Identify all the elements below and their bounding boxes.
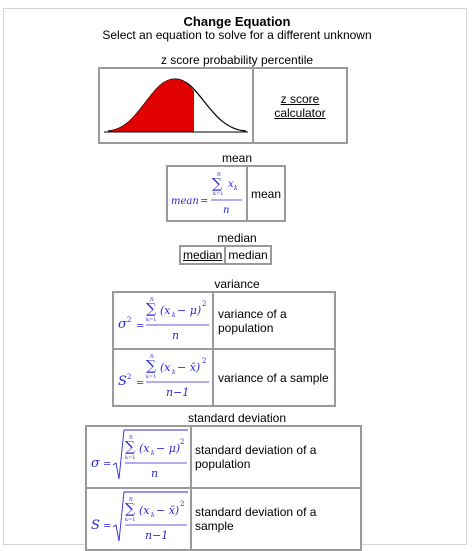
sum-lower: k=1 (146, 374, 157, 380)
variance-population-formula (114, 293, 212, 345)
sum-upper: n (217, 171, 221, 178)
sum-lower: k=1 (213, 191, 224, 197)
zscore-calculator-link[interactable]: z score calculator (274, 91, 326, 120)
page-subtitle: Select an equation to solve for a different unknown (102, 28, 372, 42)
mean-table (166, 165, 286, 222)
stddev-population-formula (87, 427, 190, 484)
stddev-sample-formula (87, 489, 190, 546)
mean-formula-cell[interactable] (167, 166, 247, 221)
median-link-cell[interactable] (180, 246, 225, 264)
variance-row (113, 292, 335, 349)
term-sub: k (172, 369, 176, 376)
sum-lower: k=1 (125, 455, 136, 461)
denominator: n−1 (166, 386, 190, 399)
stddev-population-description: standard deviation of a population (195, 443, 317, 471)
zscore-link-cell[interactable] (253, 68, 347, 143)
term-sub: k (172, 312, 176, 319)
stddev-description-cell[interactable] (191, 426, 361, 488)
denominator: n (172, 329, 180, 342)
page-title: Change Equation (183, 14, 291, 29)
normal-curve-graph (100, 69, 252, 139)
sum-upper: n (129, 434, 133, 441)
term-square: 2 (180, 438, 185, 446)
term-sub: k (151, 512, 155, 519)
zscore-table (98, 67, 348, 144)
variance-formula-cell[interactable] (113, 292, 213, 349)
median-description-cell[interactable] (225, 246, 270, 264)
term-open: (x (139, 504, 150, 517)
variance-population-description: variance of a population (218, 306, 287, 335)
shaded-area (108, 79, 194, 132)
stddev-formula-cell[interactable] (86, 426, 191, 488)
formula-equals: = (136, 378, 145, 389)
term-square: 2 (180, 500, 185, 508)
stddev-sample-description: standard deviation of a sample (195, 505, 317, 533)
median-description: median (228, 248, 268, 262)
mean-section-label: mean (221, 151, 253, 165)
mean-description: mean (251, 186, 282, 201)
formula-lhs: σ (118, 317, 127, 332)
formula-lhs: S (118, 374, 127, 389)
term-open: (x (160, 361, 171, 374)
median-section-label: median (217, 231, 257, 245)
formula-lhs: σ (91, 456, 100, 471)
term-square: 2 (202, 300, 207, 308)
median-link[interactable]: median (183, 248, 223, 262)
formula-equals: = (200, 196, 209, 207)
term-x: x (228, 179, 234, 190)
median-table (179, 245, 272, 265)
variance-sample-formula (114, 350, 212, 402)
term-minus: − x̄) (177, 361, 201, 374)
term-sub: k (234, 185, 238, 192)
variance-description-cell[interactable] (213, 349, 335, 406)
mean-formula (168, 167, 246, 217)
sum-lower: k=1 (125, 517, 136, 523)
term-sub: k (151, 450, 155, 457)
variance-description-cell[interactable] (213, 292, 335, 349)
mean-description-cell[interactable] (247, 166, 285, 221)
term-open: (x (139, 442, 150, 455)
zscore-section-label: z score probability percentile (160, 53, 314, 67)
formula-equals: = (136, 321, 145, 332)
stddev-row (86, 426, 361, 488)
formula-power: 2 (127, 373, 132, 381)
formula-equals: = (103, 459, 112, 470)
variance-section-label: variance (214, 277, 260, 291)
variance-sample-description: variance of a sample (218, 370, 329, 385)
stddev-row (86, 488, 361, 550)
formula-power: 2 (127, 316, 132, 324)
formula-equals: = (103, 521, 112, 532)
stddev-table (85, 425, 362, 551)
sum-symbol: ∑ (125, 439, 135, 455)
denominator: n−1 (145, 529, 169, 542)
stddev-formula-cell[interactable] (86, 488, 191, 550)
stddev-section-label: standard deviation (187, 411, 287, 425)
sum-upper: n (150, 296, 154, 303)
term-minus: − μ) (177, 304, 202, 317)
variance-table (112, 291, 336, 407)
zscore-graph-cell[interactable] (99, 68, 253, 143)
variance-row (113, 349, 335, 406)
sum-lower: k=1 (146, 317, 157, 323)
sum-symbol: ∑ (125, 501, 135, 517)
term-minus: − μ) (156, 442, 181, 455)
sum-symbol: ∑ (146, 358, 156, 374)
variance-formula-cell[interactable] (113, 349, 213, 406)
denominator: n (223, 205, 230, 216)
formula-lhs: S (91, 518, 100, 533)
term-open: (x (160, 304, 171, 317)
term-square: 2 (202, 357, 207, 365)
term-minus: − x̄) (156, 504, 180, 517)
sum-upper: n (129, 496, 133, 503)
stddev-description-cell[interactable] (191, 488, 361, 550)
sum-symbol: ∑ (146, 301, 156, 317)
denominator: n (151, 467, 159, 480)
sum-symbol: ∑ (212, 176, 222, 192)
sum-upper: n (150, 353, 154, 360)
formula-lhs: mean (171, 196, 199, 207)
